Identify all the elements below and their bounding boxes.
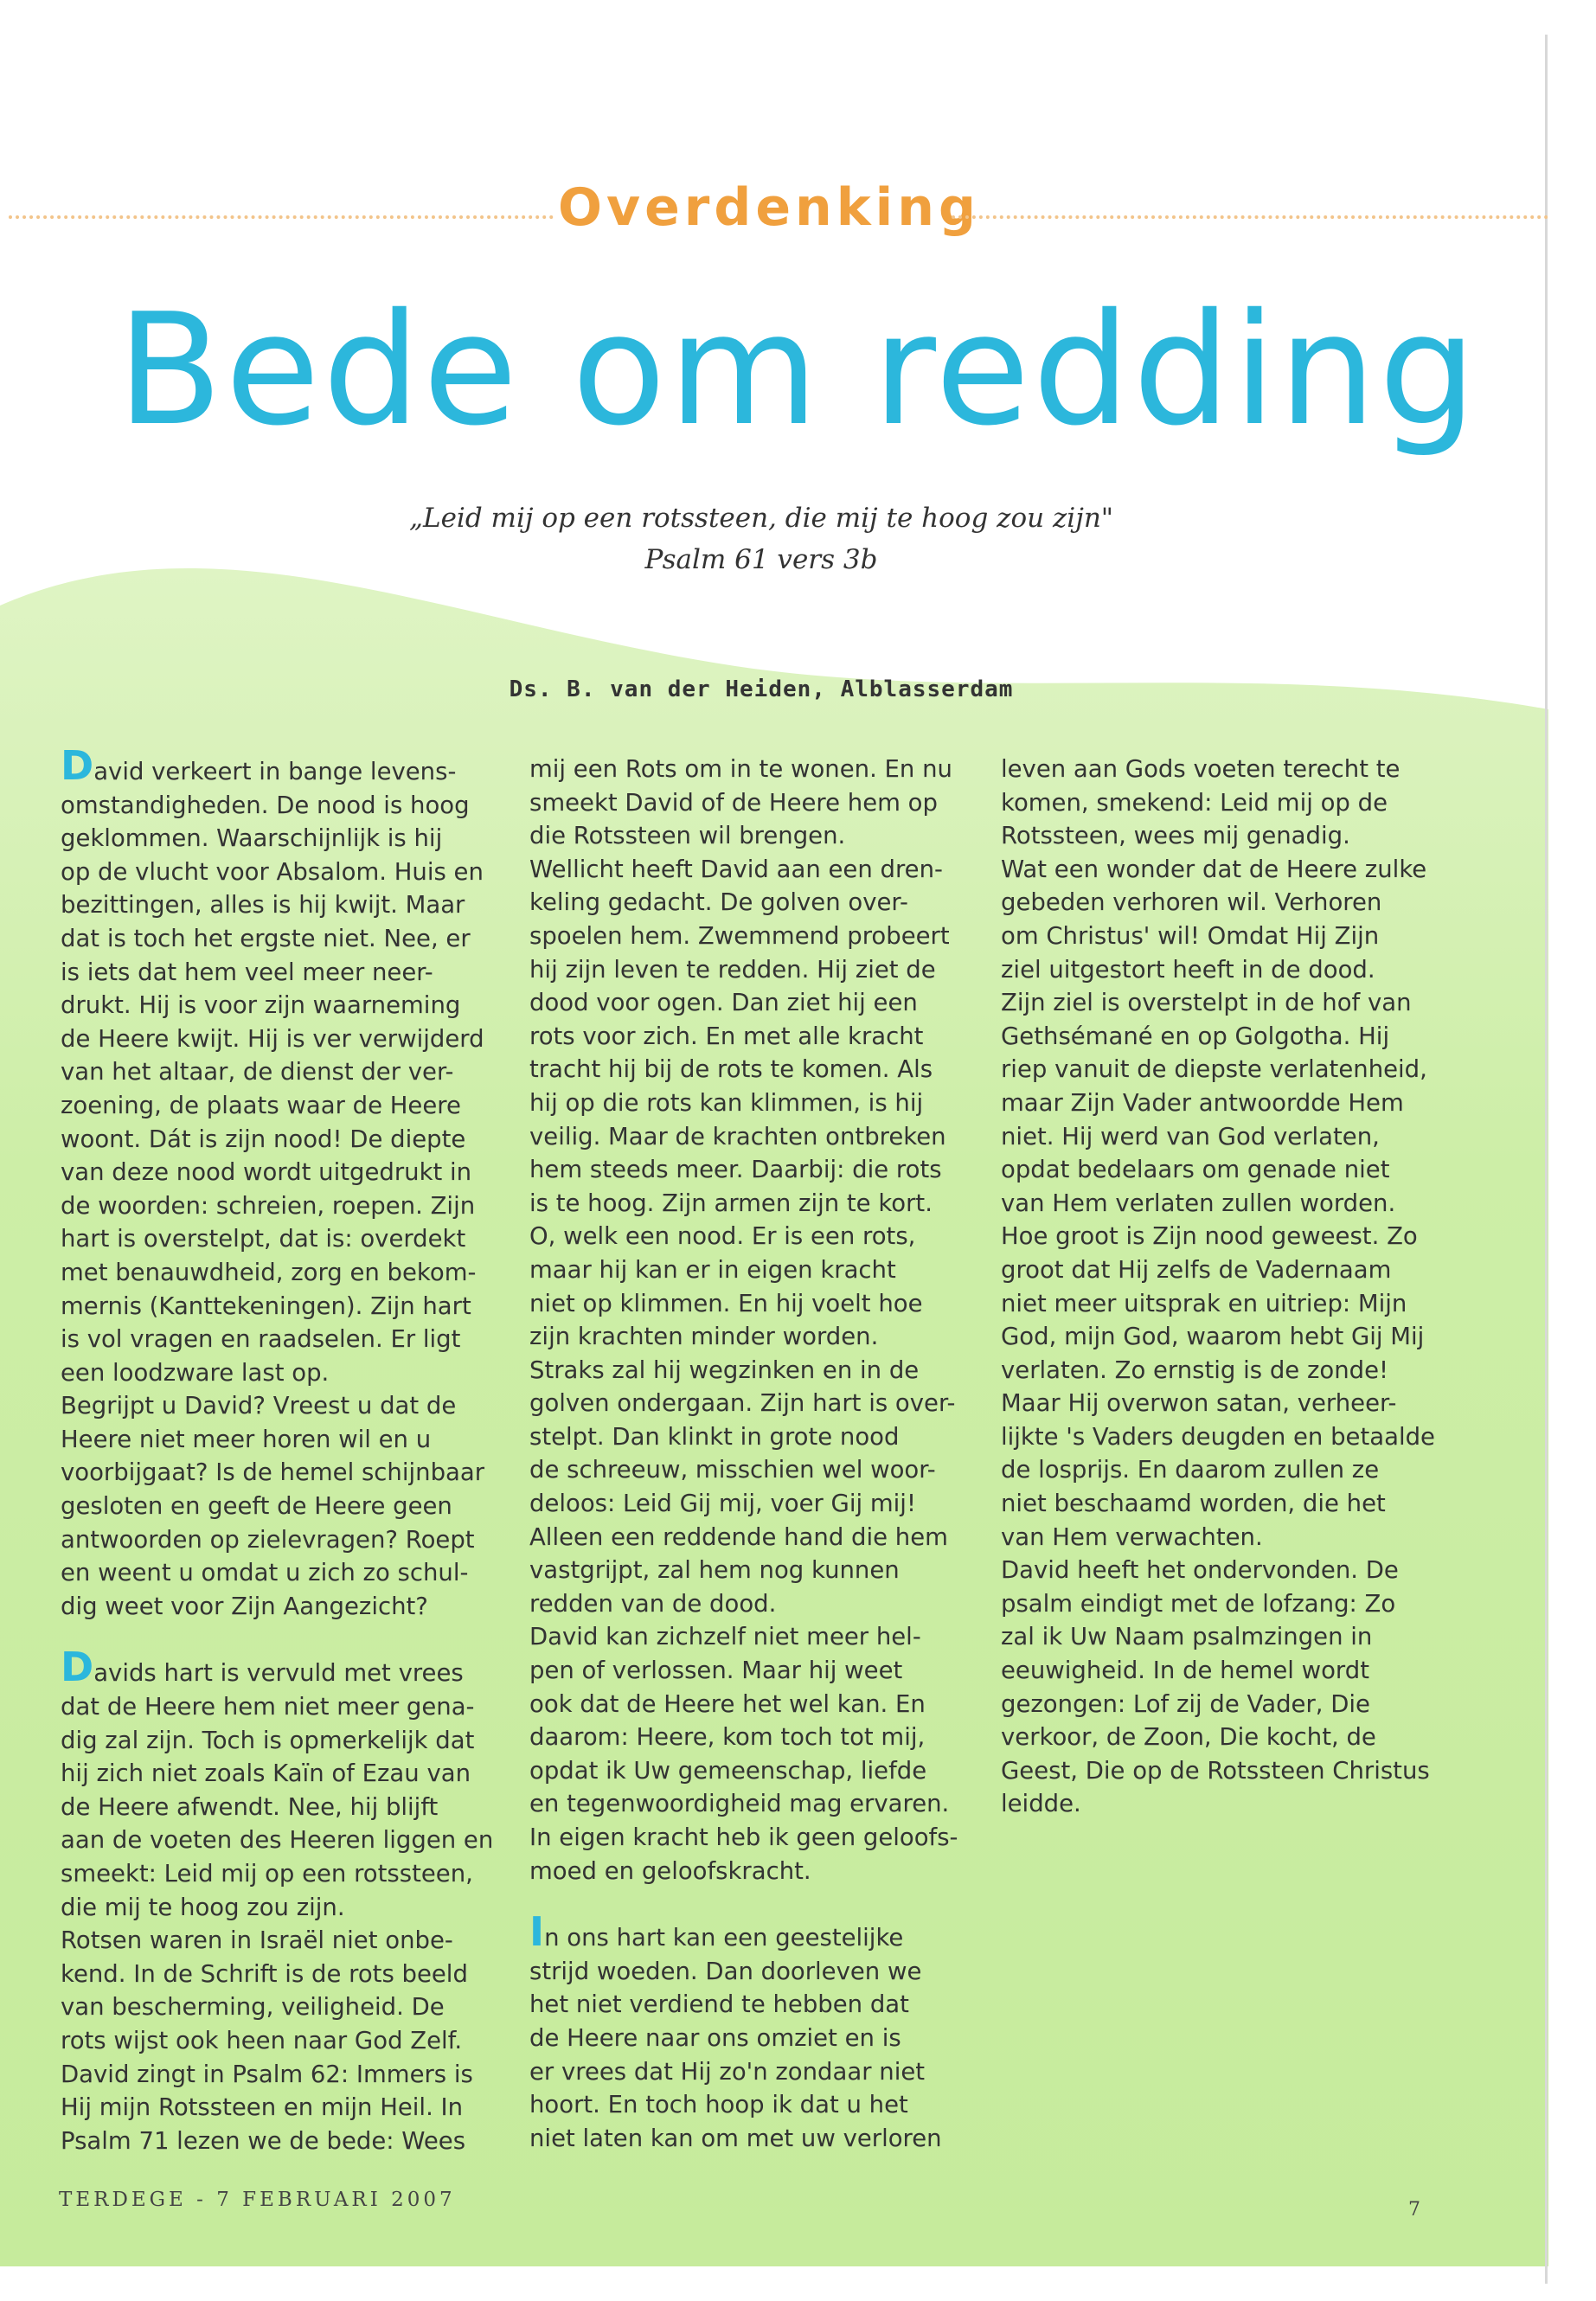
text-line: veilig. Maar de krachten ontbreken [529,1122,946,1150]
text-line: niet op klimmen. En hij voelt hoe [529,1289,923,1317]
text-line: komen, smekend: Leid mij op de [1001,788,1388,817]
text-line: smeekt David of de Heere hem op [529,788,938,817]
text-line: drukt. Hij is voor zijn waarneming [61,991,461,1020]
text-line: een loodzware last op. [61,1358,330,1387]
text-line [61,742,510,789]
publication-footer: TERDEGE - 7 FEBRUARI 2007 [59,2189,456,2211]
page-number: 7 [1408,2199,1420,2221]
text-line: geklommen. Waarschijnlijk is hij [61,824,443,853]
text-line: van Hem verlaten zullen worden. [1001,1189,1396,1217]
text-line: van deze nood wordt uitgedrukt in [61,1158,472,1187]
text-line: het niet verdiend te hebben dat [529,1990,909,2019]
text-line [61,1644,510,1691]
text-line: die Rotssteen wil brengen. [529,822,846,850]
section-header [0,177,1596,247]
text-line: In eigen kracht heb ik geen geloofs- [529,1823,958,1851]
text-line: gezongen: Lof zij de Vader, Die [1001,1689,1370,1718]
text-line: de woorden: schreien, roepen. Zijn [61,1191,476,1220]
text-line: ook dat de Heere het wel kan. En [529,1689,926,1718]
text-line: stelpt. Dan klinkt in grote nood [529,1422,900,1451]
drop-cap: I [529,1908,545,1956]
text-line: Hoe groot is Zijn nood geweest. Zo [1001,1222,1418,1251]
text-line: maar hij kan er in eigen kracht [529,1255,896,1284]
text-line: gebeden verhoren wil. Verhoren [1001,888,1382,917]
text-line: Begrijpt u David? Vreest u dat de [61,1392,457,1420]
text-line: aan de voeten des Heeren liggen en [61,1826,494,1855]
text-line: verlaten. Zo ernstig is de zonde! [1001,1356,1389,1384]
text-line: de schreeuw, misschien wel woor- [529,1456,936,1484]
text-line: van het altaar, de dienst der ver- [61,1058,454,1086]
text-column-3 [1001,753,1451,1821]
drop-cap: D [61,742,94,789]
text-line: rots voor zich. En met alle kracht [529,1022,924,1050]
text-line: riep vanuit de diepste verlatenheid, [1001,1055,1427,1084]
text-line: van Hem verwachten. [1001,1522,1263,1551]
text-line: Geest, Die op de Rotssteen Christus [1001,1756,1430,1785]
text-line: en weent u omdat u zich zo schul- [61,1559,469,1587]
text-line: niet beschaamd worden, die het [1001,1490,1386,1518]
text-line: er vrees dat Hij zo'n zondaar niet [529,2057,926,2086]
text-line: zal ik Uw Naam psalmzingen in [1001,1623,1373,1651]
text-line: zijn krachten minder worden. [529,1323,879,1351]
text-line: die mij te hoog zou zijn. [61,1893,345,1921]
paragraph-gap [529,1888,979,1919]
text-line: tracht hij bij de rots te komen. Als [529,1055,933,1084]
text-line: eeuwigheid. In de hemel wordt [1001,1657,1369,1685]
text-line: woont. Dát is zijn nood! De diepte [61,1125,466,1153]
text-line: mernis (Kanttekeningen). Zijn hart [61,1292,471,1320]
text-line: Rotsen waren in Israël niet onbe- [61,1926,453,1955]
text-line: strijd woeden. Dan doorleven we [529,1957,922,1985]
text-line: dat is toch het ergste niet. Nee, er [61,924,471,952]
text-line: God, mijn God, waarom hebt Gij Mij [1001,1323,1425,1351]
text-line: hart is overstelpt, dat is: overdekt [61,1225,466,1253]
text-line: David heeft het ondervonden. De [1001,1556,1399,1585]
section-label: Overdenking [558,177,980,238]
text-line: psalm eindigt met de lofzang: Zo [1001,1589,1396,1618]
text-line: Hij mijn Rotssteen en mijn Heil. In [61,2093,464,2122]
text-line: dat de Heere hem niet meer gena- [61,1693,475,1721]
verse-block [0,497,1522,580]
text-line: spoelen hem. Zwemmend probeert [529,921,950,950]
text-line: mij een Rots om in te wonen. En nu [529,755,952,783]
text-line-rest: avid verkeert in bange levens- [93,758,457,785]
text-line: niet laten kan om met uw verloren [529,2124,942,2152]
text-line: antwoorden op zielevragen? Roept [61,1525,475,1554]
text-line: is vol vragen en raadselen. Er ligt [61,1325,461,1354]
text-column-1 [61,742,510,2157]
dotted-rule-right [952,215,1548,219]
text-line: niet. Hij werd van God verlaten, [1001,1122,1380,1150]
text-line: hij zich niet zoals Kaïn of Ezau van [61,1759,471,1788]
text-line: Heere niet meer horen wil en u [61,1425,432,1453]
text-line: Gethsémané en op Golgotha. Hij [1001,1022,1390,1050]
text-line: de Heere kwijt. Hij is ver verwijderd [61,1024,484,1053]
text-line: op de vlucht voor Absalom. Huis en [61,857,484,886]
text-line: voorbijgaat? Is de hemel schijnbaar [61,1458,485,1487]
text-line: dig zal zijn. Toch is opmerkelijk dat [61,1726,475,1754]
text-line: van bescherming, veiligheid. De [61,1993,445,2022]
text-line: Zijn ziel is overstelpt in de hof van [1001,989,1412,1017]
text-line: moed en geloofskracht. [529,1856,811,1885]
text-line: pen of verlossen. Maar hij weet [529,1657,903,1685]
text-line: deloos: Leid Gij mij, voer Gij mij! [529,1490,916,1518]
text-line: de Heere naar ons omziet en is [529,2023,901,2052]
paragraph-gap [61,1623,510,1654]
text-line: Psalm 71 lezen we de bede: Wees [61,2126,466,2155]
text-line: smeekt: Leid mij op een rotssteen, [61,1860,473,1888]
text-line: lijkte 's Vaders deugden en betaalde [1001,1422,1435,1451]
text-line: en tegenwoordigheid mag ervaren. [529,1790,950,1818]
dotted-rule-left [9,215,554,219]
text-line: O, welk een nood. Er is een rots, [529,1222,916,1251]
text-line [529,1908,979,1956]
text-line: Wat een wonder dat de Heere zulke [1001,855,1427,883]
text-line: Alleen een reddende hand die hem [529,1522,948,1551]
text-line: rots wijst ook heen naar God Zelf. [61,2026,463,2054]
text-line: verkoor, de Zoon, Die kocht, de [1001,1723,1376,1752]
text-line: maar Zijn Vader antwoordde Hem [1001,1088,1404,1117]
text-line: hem steeds meer. Daarbij: die rots [529,1156,942,1184]
text-line: om Christus' wil! Omdat Hij Zijn [1001,921,1380,950]
text-line: leven aan Gods voeten terecht te [1001,755,1401,783]
text-line: David zingt in Psalm 62: Immers is [61,2060,473,2088]
text-column-2 [529,753,979,2155]
text-line: Straks zal hij wegzinken en in de [529,1356,920,1384]
text-line: gesloten en geeft de Heere geen [61,1492,452,1521]
text-line: dood voor ogen. Dan ziet hij een [529,989,918,1017]
article-author: Ds. B. van der Heiden, Alblasserdam [509,676,1014,702]
text-line: is te hoog. Zijn armen zijn te kort. [529,1189,933,1217]
text-line-rest: n ons hart kan een geestelijke [544,1924,904,1952]
text-line: vastgrijpt, zal hem nog kunnen [529,1556,900,1585]
verse-reference: Psalm 61 vers 3b [644,544,878,575]
text-line: Rotssteen, wees mij genadig. [1001,822,1350,850]
text-line: de Heere afwendt. Nee, hij blijft [61,1792,439,1821]
text-line: opdat bedelaars om genade niet [1001,1156,1390,1184]
text-line-rest: avids hart is vervuld met vrees [93,1659,464,1688]
text-line: opdat ik Uw gemeenschap, liefde [529,1756,927,1785]
text-line: redden van de dood. [529,1589,777,1618]
text-line: zoening, de plaats waar de Heere [61,1091,461,1119]
text-line: Wellicht heeft David aan een dren- [529,855,943,883]
text-line: met benauwdheid, zorg en bekom- [61,1258,477,1286]
text-line: daarom: Heere, kom toch tot mij, [529,1723,926,1752]
text-line: Maar Hij overwon satan, verheer- [1001,1389,1397,1418]
text-line: kend. In de Schrift is de rots beeld [61,1959,468,1988]
text-line: is iets dat hem veel meer neer- [61,958,433,986]
text-line: hij zijn leven te redden. Hij ziet de [529,955,936,984]
text-line: ziel uitgestort heeft in de dood. [1001,955,1375,984]
text-line: de losprijs. En daarom zullen ze [1001,1456,1380,1484]
text-line: niet meer uitsprak en uitriep: Mijn [1001,1289,1407,1317]
text-line: keling gedacht. De golven over- [529,888,908,917]
text-line: groot dat Hij zelfs de Vadernaam [1001,1255,1392,1284]
text-line: golven ondergaan. Zijn hart is over- [529,1389,956,1418]
drop-cap: D [61,1644,94,1691]
text-line: bezittingen, alles is hij kwijt. Maar [61,891,465,920]
text-line: David kan zichzelf niet meer hel- [529,1623,921,1651]
text-line: leidde. [1001,1790,1081,1818]
text-line: omstandigheden. De nood is hoog [61,791,470,819]
verse-quote: „Leid mij op een rotssteen, die mij te hoog zou zijn" [408,503,1114,534]
text-line: hij op die rots kan klimmen, is hij [529,1088,924,1117]
text-line: dig weet voor Zijn Aangezicht? [61,1592,428,1620]
article-title: Bede om redding [117,280,1479,459]
text-line: hoort. En toch hoop ik dat u het [529,2091,908,2119]
